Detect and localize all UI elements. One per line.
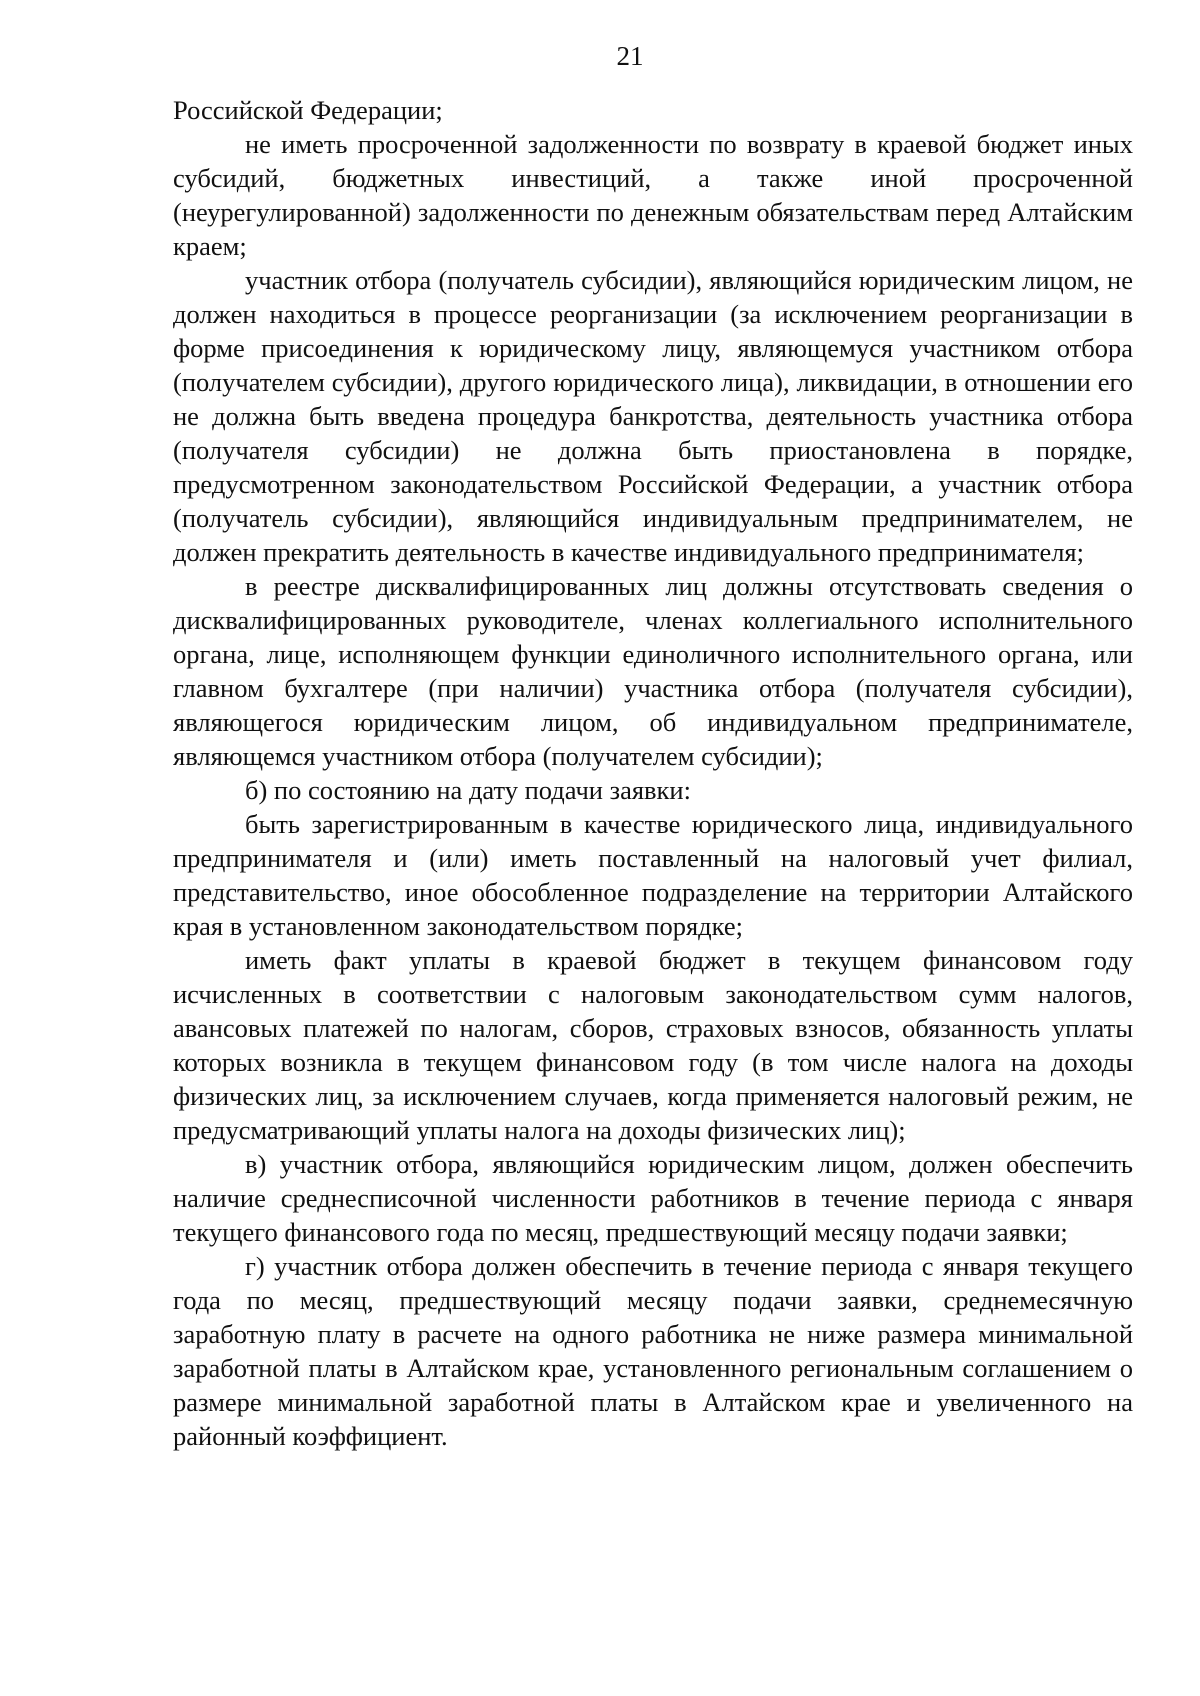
paragraph-no-reorganization: участник отбора (получатель субсидии), являющийся юридическим лицом, не должен находиться в процессе реорганизации (за исключением реорганизации в форме присоединения к юридическому лицу, являющемуся участником отбора (получателем субсидии), другого юридического лица), ликвидации, в отношении его не должна быть введена процедура банкротства, деятельность участника отбора (получателя субсидии) не должна быть приостановлена в порядке, предусмотренном законодательством Российской Федерации, а участник отбора (получатель субсидии), являющийся индивидуальным предпринимателем, не должен прекратить деятельность в качестве индивидуального предпринимателя; [173, 265, 1133, 567]
paragraph-no-overdue-debt: не иметь просроченной задолженности по возврату в краевой бюджет иных субсидий, бюджетных инвестиций, а также иной просроченной (неурегулированной) задолженности по денежным обязательствам перед Алтайским краем; [173, 129, 1133, 261]
paragraph-d-salary: г) участник отбора должен обеспечить в течение периода с января текущего года по месяц, предшествующий месяцу подачи заявки, среднемесячную заработную плату в расчете на одного работника не ниже размера минимальной заработной платы в Алтайском крае, установленного региональным соглашением о размере минимальной заработной платы в Алтайском крае и увеличенного на районный коэффициент. [173, 1251, 1133, 1451]
paragraph-tax-payment: иметь факт уплаты в краевой бюджет в текущем финансовом году исчисленных в соответствии с налоговым законодательством сумм налогов, авансовых платежей по налогам, сборов, страховых взносов, обязанность уплаты которых возникла в текущем финансовом году (в том числе налога на доходы физических лиц, за исключением случаев, когда применяется налоговый режим, не предусматривающий уплаты налога на доходы физических лиц); [173, 945, 1133, 1145]
paragraph-c-headcount: в) участник отбора, являющийся юридическим лицом, должен обеспечить наличие среднесписочной численности работников в течение периода с января текущего финансового года по месяц, предшествующий месяцу подачи заявки; [173, 1149, 1133, 1247]
paragraph-disqualified-persons: в реестре дисквалифицированных лиц должны отсутствовать сведения о дисквалифицированных руководителе, членах коллегиального исполнительного органа, лице, исполняющем функции единоличного исполнительного органа, или главном бухгалтере (при наличии) участника отбора (получателя субсидии), являющегося юридическим лицом, об индивидуальном предпринимателе, являющемся участником отбора (получателем субсидии); [173, 571, 1133, 771]
page-number: 21 [616, 41, 644, 71]
document-body [173, 93, 1133, 1453]
paragraph-registration: быть зарегистрированным в качестве юридического лица, индивидуального предпринимателя и (или) иметь поставленный на налоговый учет филиал, представительство, иное обособленное подразделение на территории Алтайского края в установленном законодательством порядке; [173, 809, 1133, 941]
paragraph-continuation: Российской Федерации; [173, 95, 443, 125]
paragraph-b-heading: б) по состоянию на дату подачи заявки: [245, 775, 691, 805]
